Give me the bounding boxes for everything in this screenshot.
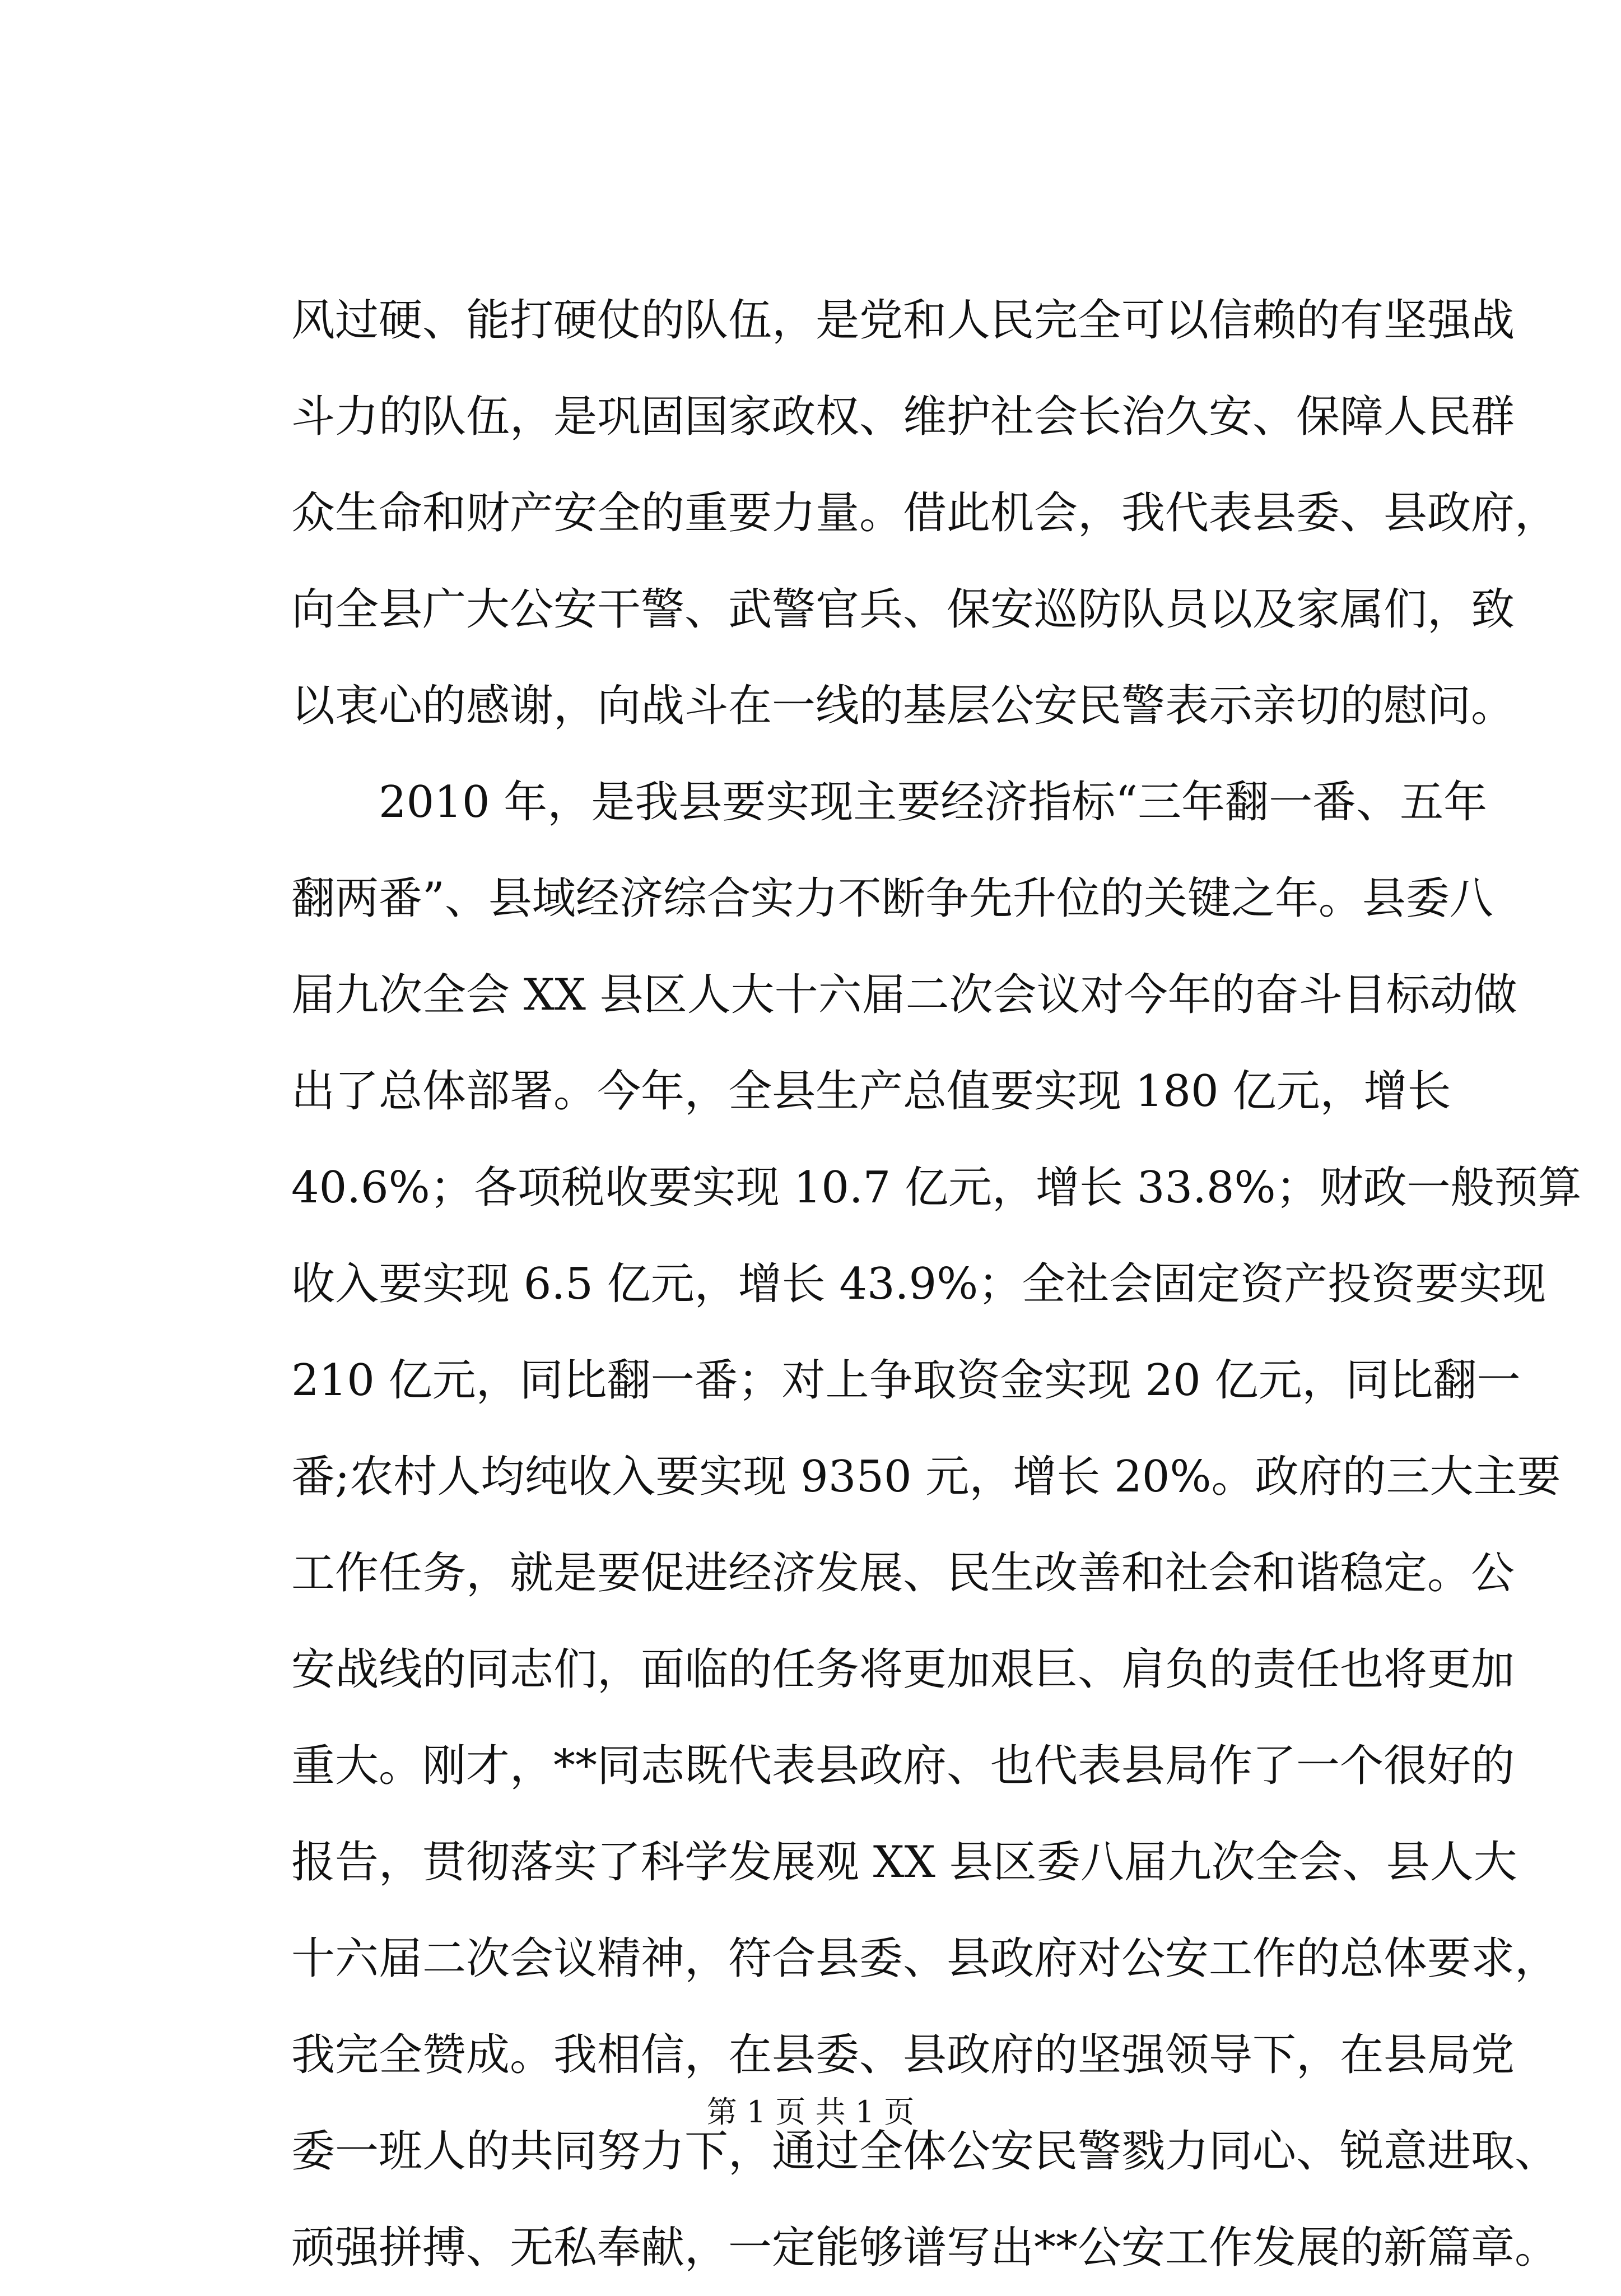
text-line: 收入要实现 6.5 亿元，增长 43.9%；全社会固定资产投资要实现 bbox=[291, 1259, 1547, 1309]
text-line: 委一班人的共同努力下，通过全体公安民警戮力同心、锐意进取、 bbox=[291, 2126, 1559, 2177]
text-line: 斗力的队伍，是巩固国家政权、维护社会长治久安、保障人民群 bbox=[291, 392, 1515, 442]
text-line: 安战线的同志们，面临的任务将更加艰巨、肩负的责任也将更加 bbox=[291, 1644, 1515, 1695]
text-line: 210 亿元，同比翻一番；对上争取资金实现 20 亿元，同比翻一 bbox=[291, 1355, 1521, 1406]
body-text bbox=[291, 272, 1582, 2296]
text-line: 向全县广大公安干警、武警官兵、保安巡防队员以及家属们，致 bbox=[291, 584, 1515, 635]
text-line: 风过硬、能打硬仗的队伍，是党和人民完全可以信赖的有坚强战 bbox=[291, 295, 1515, 346]
text-line: 翻两番”、县域经济综合实力不断争先升位的关键之年。县委八 bbox=[291, 873, 1493, 924]
text-line: 十六届二次会议精神，符合县委、县政府对公安工作的总体要求， bbox=[291, 1934, 1559, 1984]
text-line: 以衷心的感谢，向战斗在一线的基层公安民警表示亲切的慰问。 bbox=[291, 681, 1515, 731]
text-line: 工作任务，就是要促进经济发展、民生改善和社会和谐稳定。公 bbox=[291, 1548, 1515, 1598]
text-line: 重大。刚才，**同志既代表县政府、也代表县局作了一个很好的 bbox=[291, 1741, 1515, 1791]
text-line: 我完全赞成。我相信，在县委、县政府的坚强领导下，在县局党 bbox=[291, 2030, 1515, 2080]
text-line: 番;农村人均纯收入要实现 9350 元，增长 20%。政府的三大主要 bbox=[291, 1452, 1561, 1502]
text-line: 报告，贯彻落实了科学发展观 XX 县区委八届九次全会、县人大 bbox=[291, 1837, 1517, 1888]
text-line: 顽强拼搏、无私奉献，一定能够谱写出**公安工作发展的新篇章。 bbox=[291, 2223, 1559, 2273]
text-line: 众生命和财产安全的重要力量。借此机会，我代表县委、县政府， bbox=[291, 488, 1559, 538]
text-line: 届九次全会 XX 县区人大十六届二次会议对今年的奋斗目标动做 bbox=[291, 970, 1517, 1020]
text-line: 2010 年，是我县要实现主要经济指标“三年翻一番、五年 bbox=[291, 777, 1488, 828]
text-line: 出了总体部署。今年，全县生产总值要实现 180 亿元，增长 bbox=[291, 1066, 1451, 1117]
text-line: 40.6%；各项税收要实现 10.7 亿元，增长 33.8%；财政一般预算 bbox=[291, 1163, 1582, 1213]
page-footer: 第 1 页 共 1 页 bbox=[706, 2094, 915, 2130]
